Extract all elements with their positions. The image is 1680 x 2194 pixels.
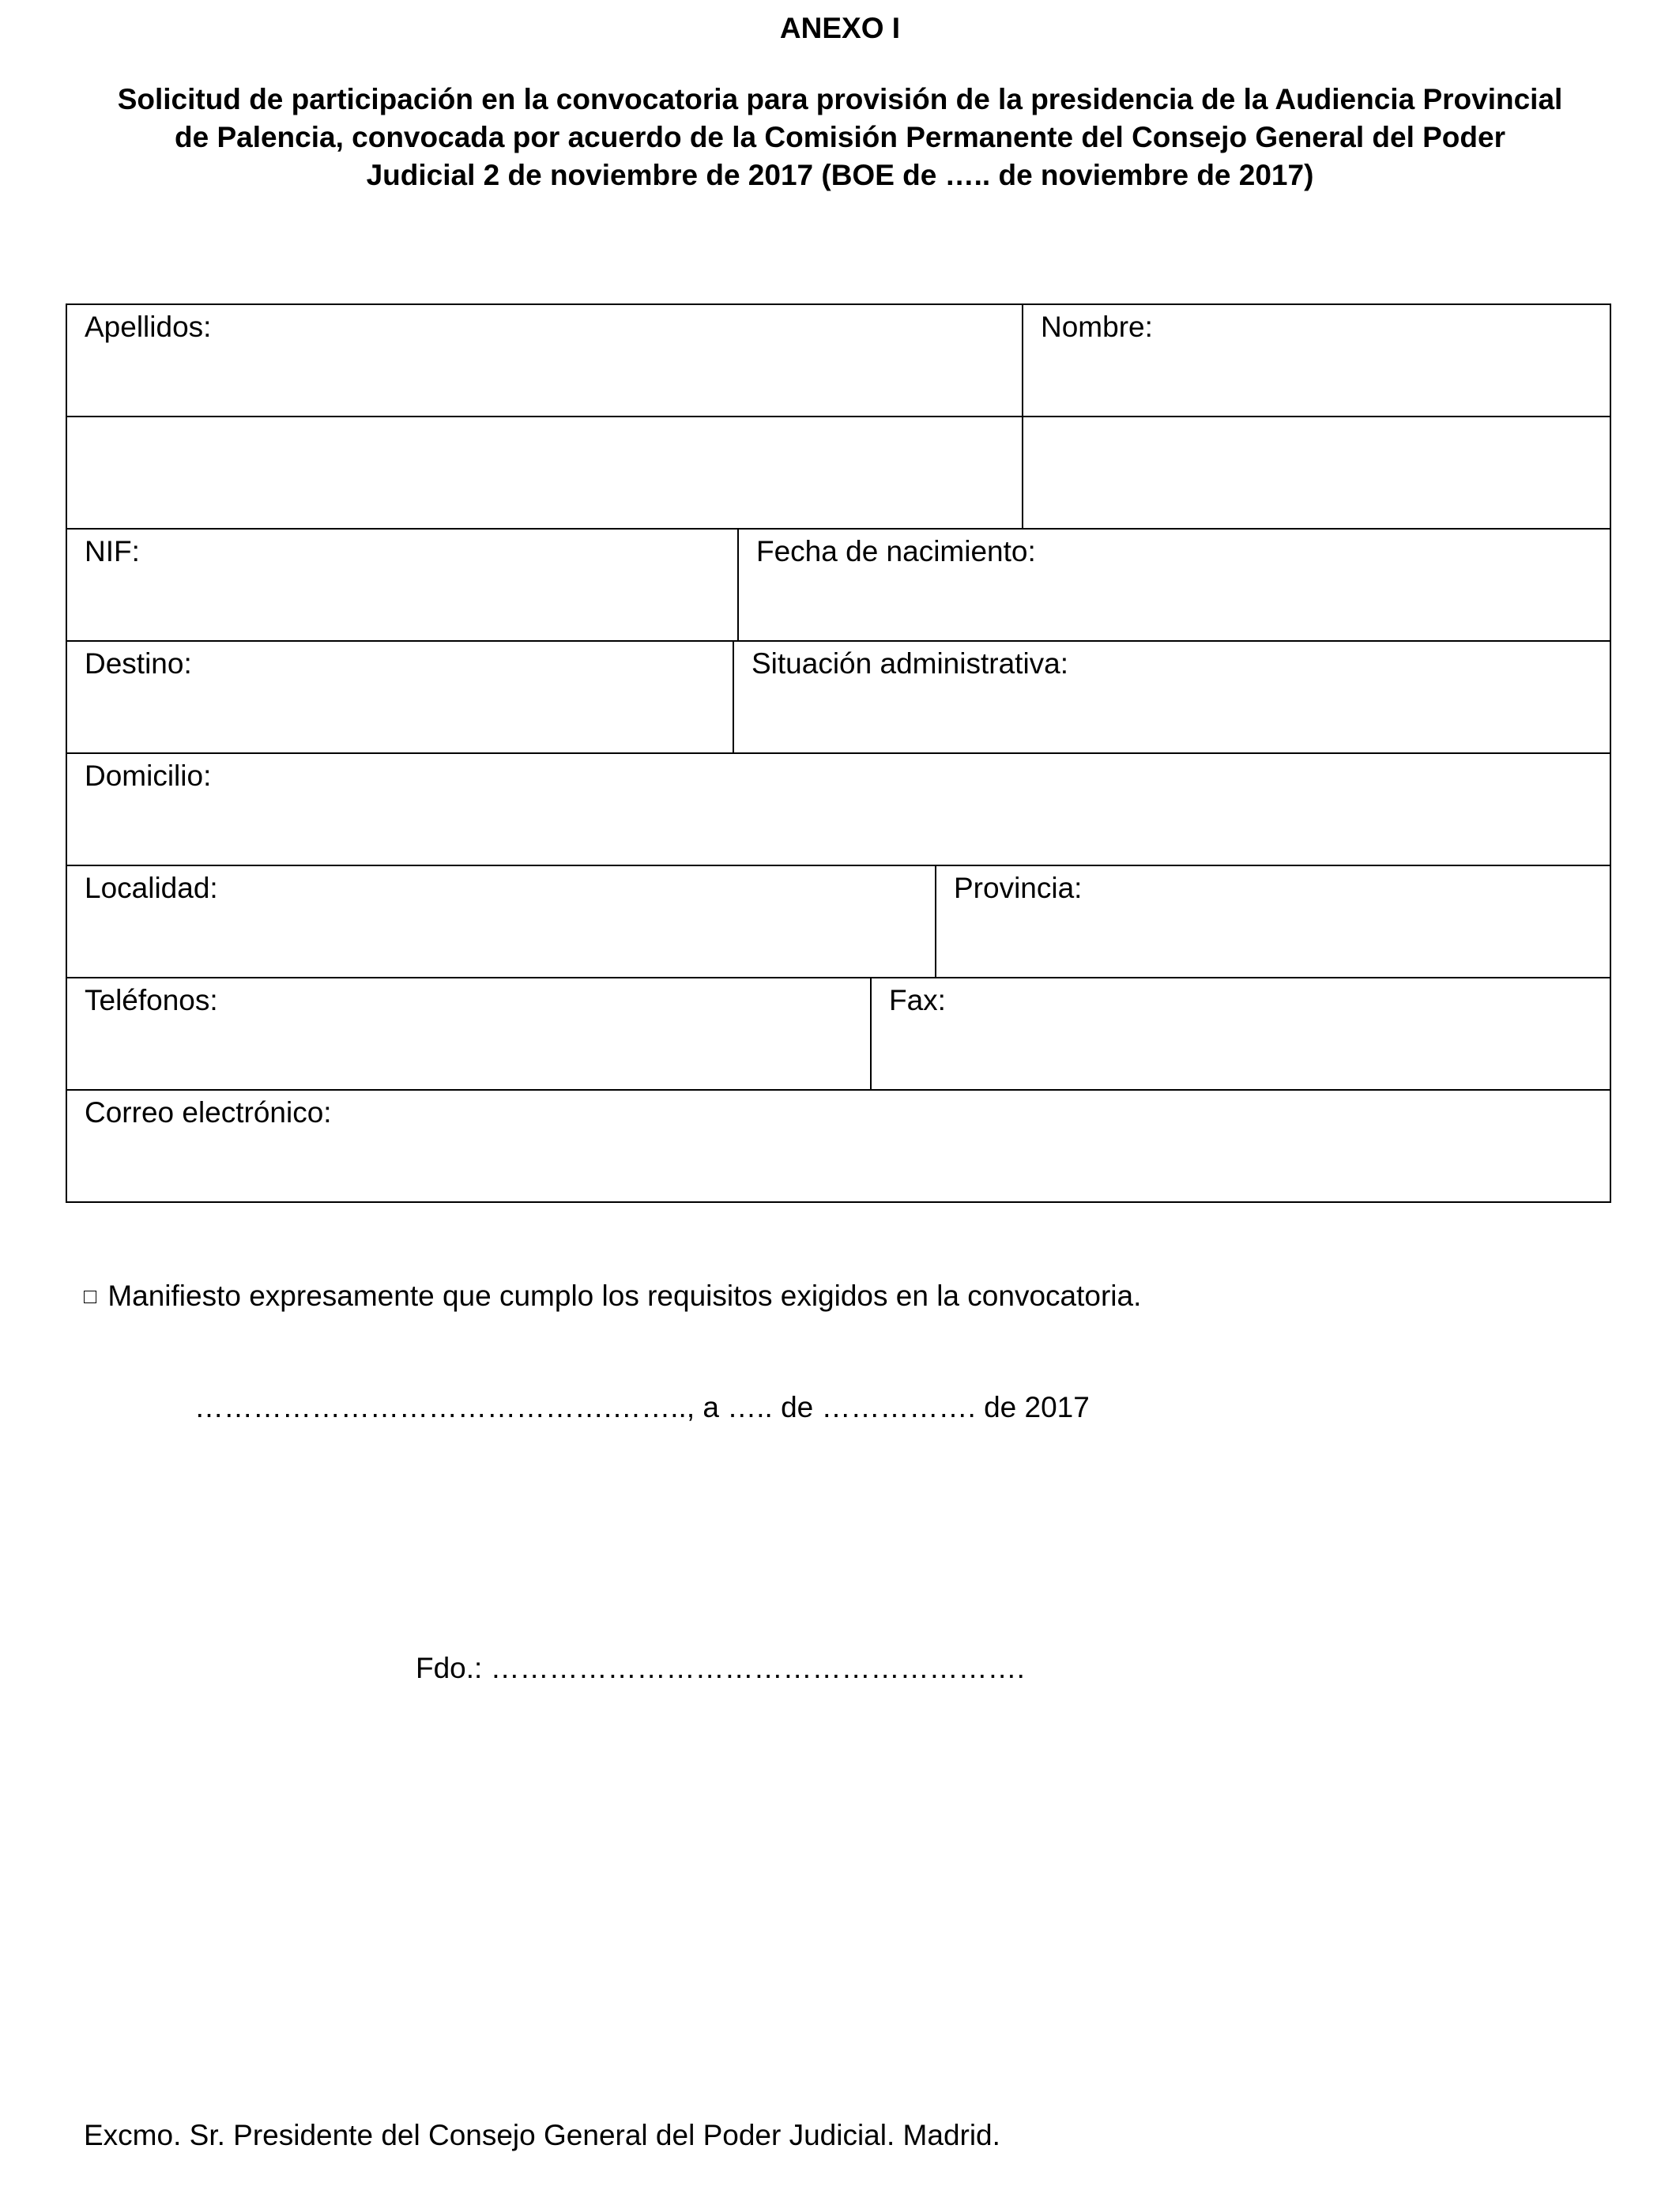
nombre-label: Nombre: — [1041, 311, 1153, 343]
apellidos-field[interactable] — [67, 305, 1022, 416]
destino-field[interactable] — [67, 642, 733, 752]
fax-field[interactable] — [870, 978, 1610, 1089]
document-heading — [47, 81, 1633, 194]
form-row-nif — [67, 530, 1610, 642]
declaration-text: Manifiesto expresamente que cumplo los requisitos exigidos en la convocatoria. — [107, 1280, 1142, 1312]
application-form — [66, 303, 1611, 1203]
nombre-field[interactable] — [1022, 305, 1610, 416]
fax-label: Fax: — [889, 984, 946, 1016]
heading-line-1: Solicitud de participación en la convocatoria para provisión de la presidencia de la Audiencia Provincial — [117, 83, 1563, 115]
domicilio-label: Domicilio: — [85, 760, 212, 792]
form-row-telefonos — [67, 978, 1610, 1091]
localidad-field[interactable] — [67, 866, 935, 977]
situacion-administrativa-label: Situación administrativa: — [751, 647, 1069, 680]
fecha-nacimiento-label: Fecha de nacimiento: — [756, 535, 1036, 567]
nif-label: NIF: — [85, 535, 140, 567]
form-row-localidad — [67, 866, 1610, 978]
signature-line: Fdo.: ………………………………………………. — [416, 1652, 1025, 1684]
correo-electronico-label: Correo electrónico: — [85, 1096, 332, 1129]
form-row-names-header — [67, 305, 1610, 417]
apellidos-entry[interactable] — [67, 417, 1022, 528]
form-row-destino — [67, 642, 1610, 754]
form-row-names-entry — [67, 417, 1610, 530]
requirements-declaration[interactable] — [84, 1277, 1141, 1315]
heading-line-3: Judicial 2 de noviembre de 2017 (BOE de ….. de noviembre de 2017) — [366, 159, 1314, 191]
destino-label: Destino: — [85, 647, 192, 680]
form-row-domicilio — [67, 754, 1610, 866]
place-date-line: …………………………………….…….., a ….. de ……………. de 2017 — [194, 1391, 1090, 1423]
telefonos-field[interactable] — [67, 978, 870, 1089]
fecha-nacimiento-field[interactable] — [737, 530, 1610, 640]
addressee: Excmo. Sr. Presidente del Consejo General del Poder Judicial. Madrid. — [84, 2119, 1000, 2151]
nombre-entry[interactable] — [1022, 417, 1610, 528]
annex-title: ANEXO I — [779, 12, 901, 44]
telefonos-label: Teléfonos: — [85, 984, 218, 1016]
situacion-administrativa-field[interactable] — [733, 642, 1610, 752]
form-row-correo — [67, 1091, 1610, 1203]
nif-field[interactable] — [67, 530, 737, 640]
checkbox-icon[interactable]: □ — [84, 1284, 97, 1308]
provincia-field[interactable] — [935, 866, 1610, 977]
heading-line-2: de Palencia, convocada por acuerdo de la Comisión Permanente del Consejo General del Poder — [174, 121, 1505, 153]
provincia-label: Provincia: — [954, 872, 1083, 904]
domicilio-field[interactable] — [67, 754, 1610, 865]
localidad-label: Localidad: — [85, 872, 218, 904]
apellidos-label: Apellidos: — [85, 311, 212, 343]
correo-electronico-field[interactable] — [67, 1091, 1610, 1203]
